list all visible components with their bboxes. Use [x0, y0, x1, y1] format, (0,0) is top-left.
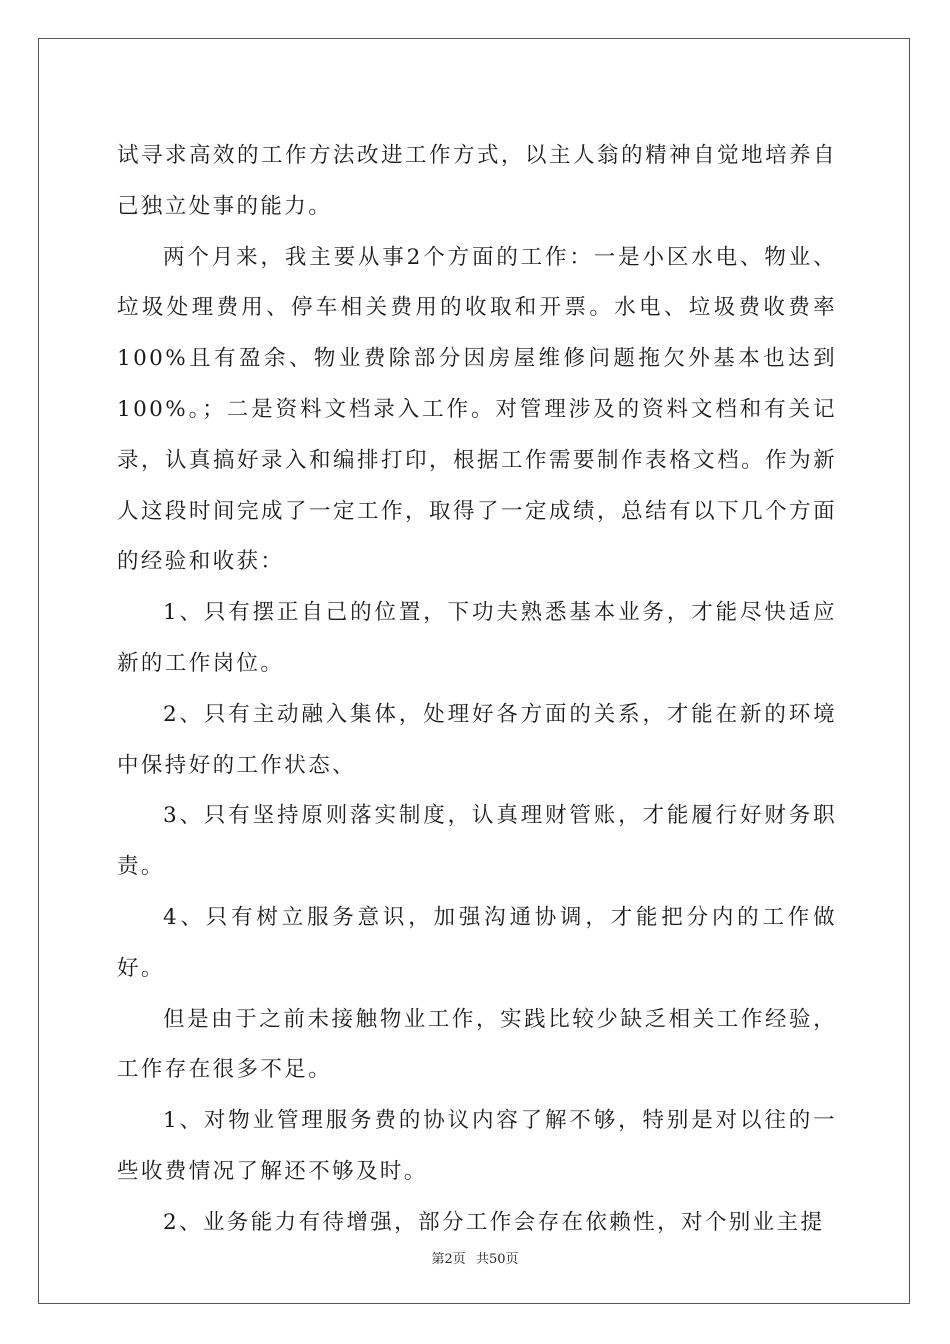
- paragraph: 1、只有摆正自己的位置，下功夫熟悉基本业务，才能尽快适应新的工作岗位。: [117, 600, 837, 676]
- paragraph: 但是由于之前未接触物业工作，实践比较少缺乏相关工作经验，工作存在很多不足。: [117, 1006, 837, 1083]
- page-number: 第2页: [431, 1252, 466, 1267]
- page-total: 共50页: [475, 1252, 519, 1267]
- paragraph: 2、业务能力有待增强，部分工作会存在依赖性，对个别业主提: [163, 1209, 825, 1235]
- document-body: [117, 131, 837, 1249]
- paragraph: 两个月来，我主要从事2个方面的工作：一是小区水电、物业、垃圾处理费用、停车相关费用的收取和开票。水电、垃圾费收费率100%且有盈余、物业费除部分因房屋维修问题拖欠外基本也达到100%。；二是资料文档录入工作。对管理涉及的资料文档和有关记录，认真搞好录入和编排打印，根据工作需要制作表格文档。作为新人这段时间完成了一定工作，取得了一定成绩，总结有以下几个方面的经验和收获：: [117, 244, 837, 575]
- paragraph: 1、对物业管理服务费的协议内容了解不够，特别是对以往的一些收费情况了解还不够及时。: [117, 1108, 837, 1184]
- paragraph: 2、只有主动融入集体，处理好各方面的关系，才能在新的环境中保持好的工作状态、: [117, 701, 837, 778]
- paragraph: 3、只有坚持原则落实制度，认真理财管账，才能履行好财务职责。: [117, 803, 837, 880]
- paragraph: 试寻求高效的工作方法改进工作方式，以主人翁的精神自觉地培养自己独立处事的能力。: [117, 143, 837, 219]
- page-footer: [0, 1248, 950, 1267]
- paragraph: 4、只有树立服务意识，加强沟通协调，才能把分内的工作做好。: [117, 904, 837, 981]
